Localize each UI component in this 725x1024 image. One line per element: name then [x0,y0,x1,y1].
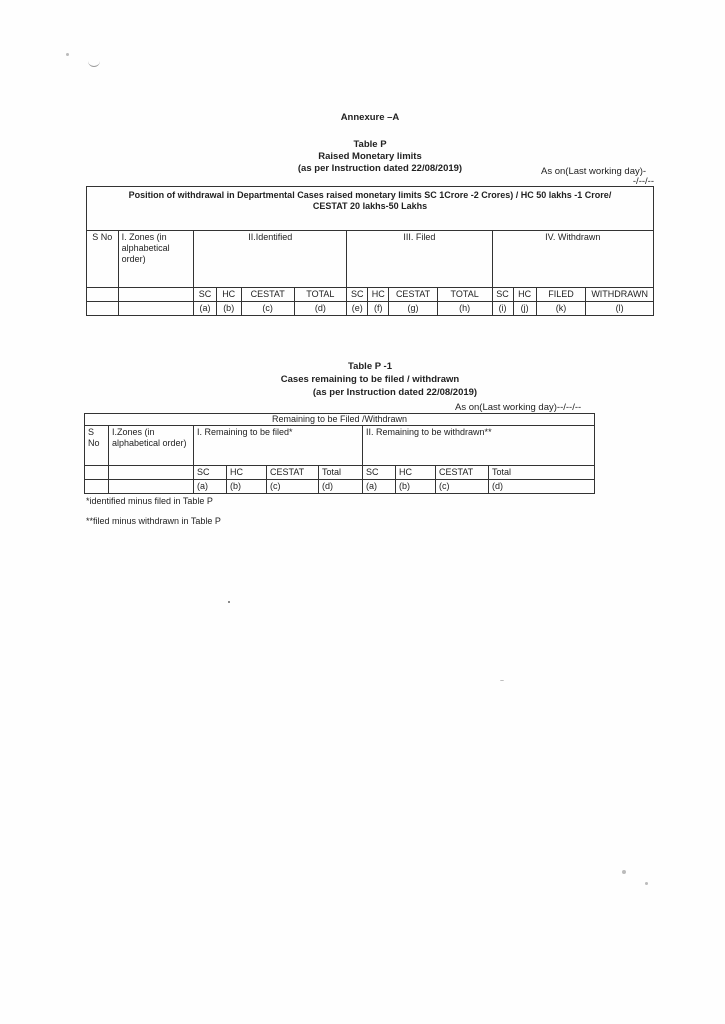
sub-header: SC [347,288,368,302]
scan-mark [88,60,100,67]
column-code: (j) [513,302,536,316]
table-p-as-on: As on(Last working day)- [541,166,647,177]
sub-header: FILED [536,288,586,302]
column-code: (h) [437,302,492,316]
empty-cell [85,466,109,480]
table-p1-as-on: As on(Last working day)--/--/-- [455,402,582,413]
table-p-as-on-date: -/--/-- [632,176,654,187]
column-code: (k) [536,302,586,316]
column-code: (b) [396,480,436,494]
empty-cell [118,302,194,316]
column-code: (b) [216,302,241,316]
sub-header: CESTAT [267,466,319,480]
sub-header: CESTAT [436,466,489,480]
sub-header: Total [489,466,595,480]
column-code: (i) [492,302,513,316]
sub-header: HC [368,288,389,302]
sub-header: CESTAT [241,288,294,302]
column-code: (l) [586,302,654,316]
column-code: (f) [368,302,389,316]
sub-header: TOTAL [294,288,347,302]
position-heading: Position of withdrawal in Departmental Cases raised monetary limits SC 1Crore -2 Crores) / HC 50 lakhs -1 Crore/ CESTAT 20 lakhs-50 Lakhs [87,187,654,231]
sub-header: SC [194,288,216,302]
empty-cell [118,288,194,302]
empty-cell [109,466,194,480]
remaining-heading: Remaining to be Filed /Withdrawn [85,414,595,426]
sub-header: SC [194,466,227,480]
column-code: (g) [389,302,437,316]
zones-header: I.Zones (in alphabetical order) [109,426,194,466]
column-code: (e) [347,302,368,316]
sub-header: HC [227,466,267,480]
column-code: (a) [194,480,227,494]
footnote-identified: *identified minus filed in Table P [86,496,213,506]
sub-header: SC [492,288,513,302]
filed-header: III. Filed [347,231,492,288]
empty-cell [87,302,119,316]
footnote-filed: **filed minus withdrawn in Table P [86,516,221,526]
table-p1 [84,413,595,494]
table-p1-subtitle: Cases remaining to be filed / withdrawn [280,374,460,385]
table-p-instruction: (as per Instruction dated 22/08/2019) [297,163,463,174]
sub-header: Total [319,466,363,480]
table-p [86,186,654,316]
table-p-title: Table P [353,139,387,150]
table-p-subtitle: Raised Monetary limits [318,151,422,162]
withdrawn-header: IV. Withdrawn [492,231,653,288]
scan-speck [500,680,504,681]
column-code: (d) [319,480,363,494]
empty-cell [85,480,109,494]
scan-speck [66,53,69,56]
zones-header: I. Zones (in alphabetical order) [118,231,194,288]
empty-cell [109,480,194,494]
column-code: (d) [294,302,347,316]
sub-header: HC [513,288,536,302]
column-code: (d) [489,480,595,494]
s-no-header: S No [85,426,109,466]
sub-header: SC [363,466,396,480]
column-code: (a) [363,480,396,494]
sub-header: WITHDRAWN [586,288,654,302]
remaining-withdrawn-header: II. Remaining to be withdrawn** [363,426,595,466]
s-no-header: S No [87,231,119,288]
column-code: (c) [241,302,294,316]
column-code: (c) [267,480,319,494]
scan-speck [228,601,230,603]
table-p1-instruction: (as per Instruction dated 22/08/2019) [312,387,478,398]
identified-header: II.Identified [194,231,347,288]
sub-header: TOTAL [437,288,492,302]
scan-speck [622,870,626,874]
column-code: (b) [227,480,267,494]
remaining-filed-header: I. Remaining to be filed* [194,426,363,466]
column-code: (a) [194,302,216,316]
empty-cell [87,288,119,302]
table-p1-title: Table P -1 [348,361,392,372]
sub-header: HC [216,288,241,302]
sub-header: CESTAT [389,288,437,302]
annexure-title: Annexure –A [340,112,400,123]
scan-speck [645,882,648,885]
column-code: (c) [436,480,489,494]
sub-header: HC [396,466,436,480]
